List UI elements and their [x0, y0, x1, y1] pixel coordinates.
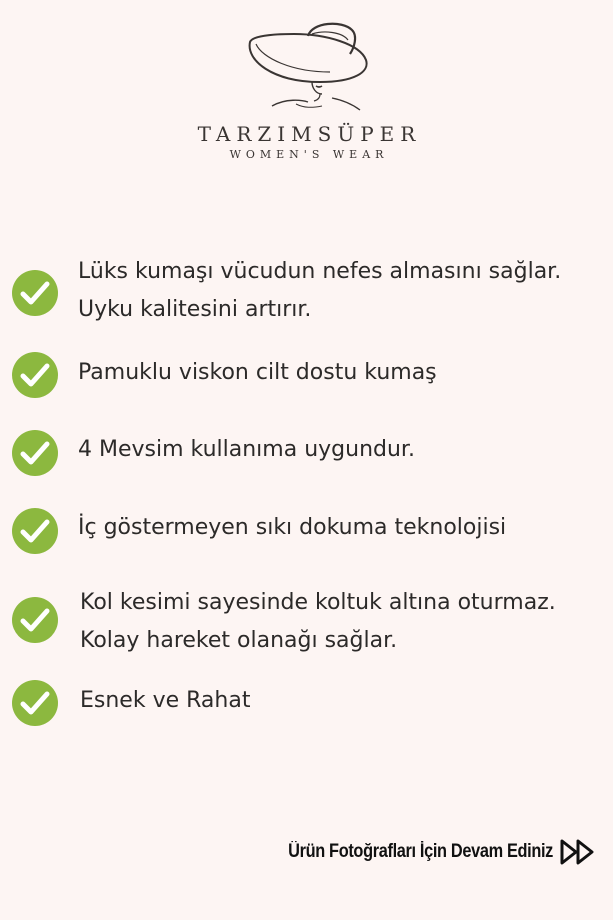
check-icon	[12, 680, 58, 726]
check-icon	[12, 597, 58, 643]
feature-text: İç göstermeyen sıkı dokuma teknolojisi	[78, 515, 507, 540]
fast-forward-icon	[559, 838, 597, 866]
check-icon	[12, 508, 58, 554]
feature-text: Kolay hareket olanağı sağlar.	[80, 628, 398, 653]
woman-hat-icon	[242, 20, 372, 112]
feature-text: Kol kesimi sayesinde koltuk altına oturmaz.	[80, 590, 556, 615]
check-icon	[12, 430, 58, 476]
brand-name: TARZIMSÜPER	[197, 122, 422, 146]
feature-text: Pamuklu viskon cilt dostu kumaş	[78, 360, 437, 385]
check-icon	[12, 352, 58, 398]
brand-logo	[0, 20, 613, 161]
feature-text: Esnek ve Rahat	[80, 688, 251, 713]
feature-text: Lüks kumaşı vücudun nefes almasını sağlar.	[78, 259, 562, 284]
feature-text: Uyku kalitesini artırır.	[78, 297, 312, 322]
continue-to-photos-link[interactable]	[245, 838, 597, 866]
check-icon	[12, 270, 58, 316]
continue-label: Ürün Fotoğrafları İçin Devam Ediniz	[288, 841, 553, 862]
brand-tagline: WOMEN'S WEAR	[229, 148, 389, 161]
feature-text: 4 Mevsim kullanıma uygundur.	[78, 437, 415, 462]
